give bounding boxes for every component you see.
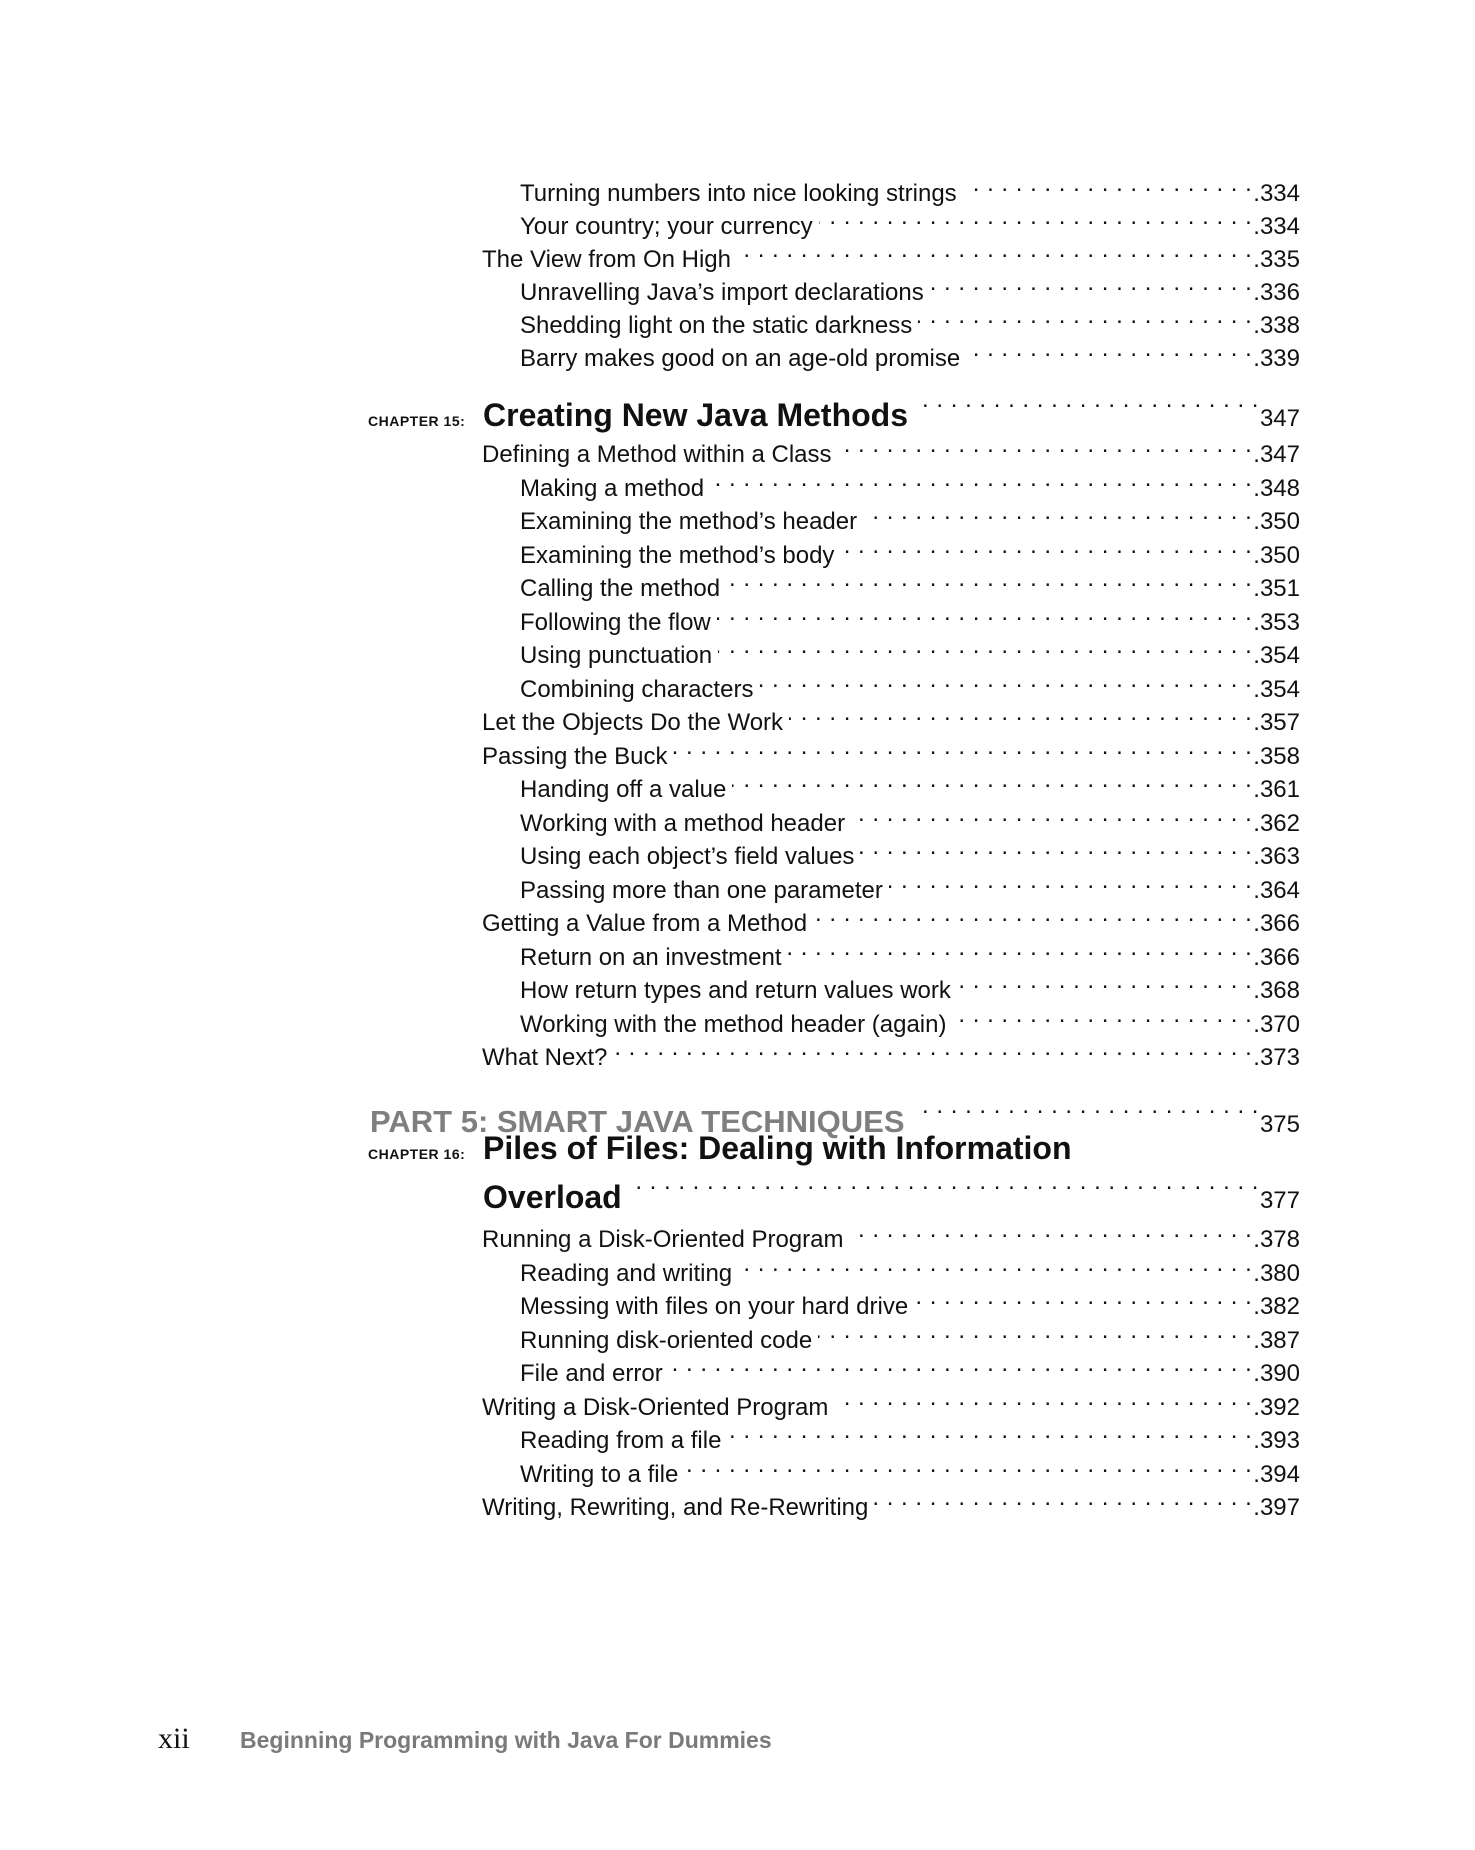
dot-leader bbox=[889, 864, 1252, 898]
folio-page-number: xii bbox=[158, 1722, 190, 1755]
toc-entry[interactable] bbox=[520, 200, 1300, 240]
toc-entry-page-number: .350 bbox=[1253, 508, 1300, 535]
toc-entry-page-number: .394 bbox=[1253, 1460, 1300, 1488]
toc-entry-page-number: .348 bbox=[1253, 474, 1300, 502]
toc-entry-title: Writing, Rewriting, and Re-Rewriting bbox=[482, 1494, 869, 1521]
page-number: 375 bbox=[1259, 1111, 1300, 1138]
dot-leader bbox=[718, 629, 1252, 663]
dot-leader bbox=[613, 1031, 1252, 1065]
dot-leader bbox=[717, 596, 1253, 630]
dot-leader bbox=[673, 730, 1252, 764]
toc-entry[interactable] bbox=[482, 730, 1300, 770]
dot-leader bbox=[851, 797, 1252, 831]
toc-entry-page-number: .380 bbox=[1253, 1259, 1300, 1287]
toc-entry[interactable] bbox=[482, 897, 1300, 937]
dot-leader bbox=[710, 462, 1252, 496]
toc-entry[interactable] bbox=[482, 1481, 1300, 1521]
dot-leader bbox=[819, 200, 1253, 234]
dot-leader bbox=[838, 428, 1253, 462]
dot-leader bbox=[916, 386, 1259, 426]
toc-entry-title: Running a Disk-Oriented Program bbox=[482, 1226, 844, 1253]
toc-entry-page-number: .339 bbox=[1253, 345, 1300, 372]
toc-entry-title: Let the Objects Do the Work bbox=[482, 709, 784, 736]
toc-entry[interactable] bbox=[520, 797, 1300, 837]
toc-entry-page-number: .336 bbox=[1253, 279, 1300, 306]
toc-entry-title: File and error bbox=[520, 1360, 663, 1387]
toc-entry-page-number: .378 bbox=[1253, 1226, 1300, 1253]
toc-entry[interactable] bbox=[520, 332, 1300, 372]
toc-entry[interactable] bbox=[520, 562, 1300, 602]
toc-entry-page-number: .368 bbox=[1253, 977, 1300, 1004]
toc-entry-title: Unravelling Java’s import declarations bbox=[520, 279, 924, 306]
toc-entry-title: Passing the Buck bbox=[482, 742, 668, 770]
toc-entry-title: Examining the method’s body bbox=[520, 541, 835, 569]
toc-entry[interactable] bbox=[520, 529, 1300, 569]
toc-entry[interactable] bbox=[520, 964, 1300, 1004]
toc-entry-title: Getting a Value from a Method bbox=[482, 910, 808, 937]
dot-leader bbox=[874, 1481, 1252, 1515]
toc-entry-page-number: .350 bbox=[1253, 541, 1300, 569]
toc-entry[interactable] bbox=[520, 998, 1300, 1038]
page-footer bbox=[158, 1722, 772, 1756]
toc-entry-page-number: .354 bbox=[1253, 642, 1300, 669]
toc-entry-title: Defining a Method within a Class bbox=[482, 441, 832, 468]
toc-entry-page-number: .373 bbox=[1253, 1044, 1300, 1071]
toc-entry-page-number: .382 bbox=[1253, 1293, 1300, 1320]
toc-entry-page-number: .370 bbox=[1253, 1010, 1300, 1038]
toc-entry-title: Making a method bbox=[520, 474, 705, 502]
dot-leader bbox=[850, 1213, 1253, 1247]
toc-entry[interactable] bbox=[482, 1381, 1300, 1421]
toc-entry-title: Passing more than one parameter bbox=[520, 876, 883, 904]
toc-entry[interactable] bbox=[520, 663, 1300, 703]
dot-leader bbox=[914, 1280, 1252, 1314]
toc-entry-page-number: .362 bbox=[1253, 809, 1300, 837]
toc-entry-page-number: .351 bbox=[1253, 575, 1300, 602]
toc-entry-title: Following the flow bbox=[520, 608, 711, 636]
toc-entry[interactable] bbox=[520, 596, 1300, 636]
chapter-title: Creating New Java Methods bbox=[483, 397, 908, 433]
toc-entry[interactable] bbox=[482, 233, 1300, 273]
toc-entry-page-number: .353 bbox=[1253, 608, 1300, 636]
dot-leader bbox=[952, 998, 1252, 1032]
toc-entry-title: How return types and return values work bbox=[520, 977, 951, 1004]
toc-entry[interactable] bbox=[520, 763, 1300, 803]
toc-entry-title: Reading and writing bbox=[520, 1259, 733, 1287]
chapter-label: CHAPTER 15: bbox=[368, 413, 466, 429]
toc-entry-title: Writing to a file bbox=[520, 1460, 679, 1488]
dot-leader bbox=[818, 1314, 1252, 1348]
chapter-16-heading-line1[interactable] bbox=[368, 1130, 1300, 1167]
chapter-title-line2: Overload bbox=[483, 1179, 622, 1215]
toc-entry-page-number: .334 bbox=[1253, 180, 1300, 207]
toc-entry-page-number: .397 bbox=[1253, 1494, 1300, 1521]
toc-entry-page-number: .361 bbox=[1253, 776, 1300, 803]
toc-entry-title: Working with a method header bbox=[520, 809, 846, 837]
toc-entry[interactable] bbox=[520, 830, 1300, 870]
toc-entry-page-number: .354 bbox=[1253, 675, 1300, 703]
chapter-label: CHAPTER 16: bbox=[368, 1146, 466, 1162]
toc-entry[interactable] bbox=[520, 1347, 1300, 1387]
toc-entry-title: Reading from a file bbox=[520, 1427, 722, 1454]
dot-leader bbox=[669, 1347, 1253, 1381]
dot-leader bbox=[787, 931, 1252, 965]
page-number: 347 bbox=[1259, 405, 1300, 432]
toc-entry[interactable] bbox=[520, 1314, 1300, 1354]
part-title: PART 5: SMART JAVA TECHNIQUES bbox=[370, 1104, 905, 1139]
toc-entry-title: Using punctuation bbox=[520, 642, 713, 669]
dot-leader bbox=[727, 1414, 1252, 1448]
toc-entry-page-number: .393 bbox=[1253, 1427, 1300, 1454]
toc-entry-title: What Next? bbox=[482, 1044, 608, 1071]
toc-entry[interactable] bbox=[520, 462, 1300, 502]
dot-leader bbox=[789, 696, 1252, 730]
toc-entry-page-number: .363 bbox=[1253, 843, 1300, 870]
toc-entry[interactable] bbox=[520, 1247, 1300, 1287]
dot-leader bbox=[860, 830, 1252, 864]
toc-entry[interactable] bbox=[520, 299, 1300, 339]
toc-entry-page-number: .387 bbox=[1253, 1326, 1300, 1354]
toc-entry-page-number: .357 bbox=[1253, 709, 1300, 736]
toc-entry-page-number: .358 bbox=[1253, 742, 1300, 770]
toc-entry-title: Examining the method’s header bbox=[520, 508, 858, 535]
toc-entry-page-number: .338 bbox=[1253, 312, 1300, 339]
dot-leader bbox=[834, 1381, 1252, 1415]
dot-leader bbox=[684, 1448, 1252, 1482]
dot-leader bbox=[726, 562, 1252, 596]
toc-entry-title: Writing a Disk-Oriented Program bbox=[482, 1393, 829, 1421]
toc-entry[interactable] bbox=[520, 495, 1300, 535]
toc-entry-title: Your country; your currency bbox=[520, 213, 813, 240]
dot-leader bbox=[863, 495, 1252, 529]
dot-leader bbox=[840, 529, 1252, 563]
dot-leader bbox=[918, 299, 1252, 333]
toc-entry-title: Shedding light on the static darkness bbox=[520, 312, 913, 339]
chapter-16-heading-line2[interactable] bbox=[368, 1168, 1300, 1216]
toc-entry-page-number: .392 bbox=[1253, 1393, 1300, 1421]
dot-leader bbox=[930, 266, 1253, 300]
dot-leader bbox=[759, 663, 1252, 697]
toc-entry-title: Calling the method bbox=[520, 575, 721, 602]
toc-entry-title: Working with the method header (again) bbox=[520, 1010, 947, 1038]
toc-entry-title: Handing off a value bbox=[520, 776, 727, 803]
toc-entry[interactable] bbox=[482, 1213, 1300, 1253]
toc-entry-title: The View from On High bbox=[482, 246, 731, 273]
dot-leader bbox=[957, 964, 1252, 998]
toc-entry[interactable] bbox=[520, 864, 1300, 904]
toc-entry-page-number: .364 bbox=[1253, 876, 1300, 904]
running-footer-title: Beginning Programming with Java For Dummies bbox=[240, 1727, 772, 1753]
dot-leader bbox=[963, 167, 1253, 201]
chapter-15-heading[interactable] bbox=[368, 386, 1300, 434]
dot-leader bbox=[913, 1092, 1259, 1132]
toc-entry[interactable] bbox=[520, 167, 1300, 207]
toc-entry-page-number: .335 bbox=[1253, 246, 1300, 273]
dot-leader bbox=[813, 897, 1252, 931]
toc-entry[interactable] bbox=[520, 1448, 1300, 1488]
toc-entry[interactable] bbox=[482, 696, 1300, 736]
toc-entry-title: Running disk-oriented code bbox=[520, 1326, 813, 1354]
dot-leader bbox=[966, 332, 1252, 366]
toc-entry-title: Combining characters bbox=[520, 675, 754, 703]
toc-entry-title: Turning numbers into nice looking strings bbox=[520, 180, 957, 207]
dot-leader bbox=[737, 233, 1252, 267]
toc-entry-page-number: .347 bbox=[1253, 441, 1300, 468]
toc-entry[interactable] bbox=[482, 1031, 1300, 1071]
toc-entry-title: Barry makes good on an age-old promise bbox=[520, 345, 961, 372]
dot-leader bbox=[630, 1168, 1259, 1208]
toc-entry-page-number: .366 bbox=[1253, 910, 1300, 937]
toc-entry[interactable] bbox=[520, 1414, 1300, 1454]
toc-entry-page-number: .390 bbox=[1253, 1360, 1300, 1387]
toc-entry-title: Using each object’s field values bbox=[520, 843, 855, 870]
dot-leader bbox=[732, 763, 1252, 797]
toc-entry-page-number: .366 bbox=[1253, 943, 1300, 971]
chapter-title-line1: Piles of Files: Dealing with Information bbox=[483, 1130, 1072, 1166]
toc-entry-title: Return on an investment bbox=[520, 943, 782, 971]
toc-entry-page-number: .334 bbox=[1253, 213, 1300, 240]
toc-entry[interactable] bbox=[520, 1280, 1300, 1320]
toc-entry[interactable] bbox=[520, 266, 1300, 306]
toc-entry[interactable] bbox=[482, 428, 1300, 468]
dot-leader bbox=[738, 1247, 1252, 1281]
toc-entry[interactable] bbox=[520, 629, 1300, 669]
toc-entry-title: Messing with files on your hard drive bbox=[520, 1293, 909, 1320]
page-number: 377 bbox=[1259, 1187, 1300, 1214]
toc-entry[interactable] bbox=[520, 931, 1300, 971]
